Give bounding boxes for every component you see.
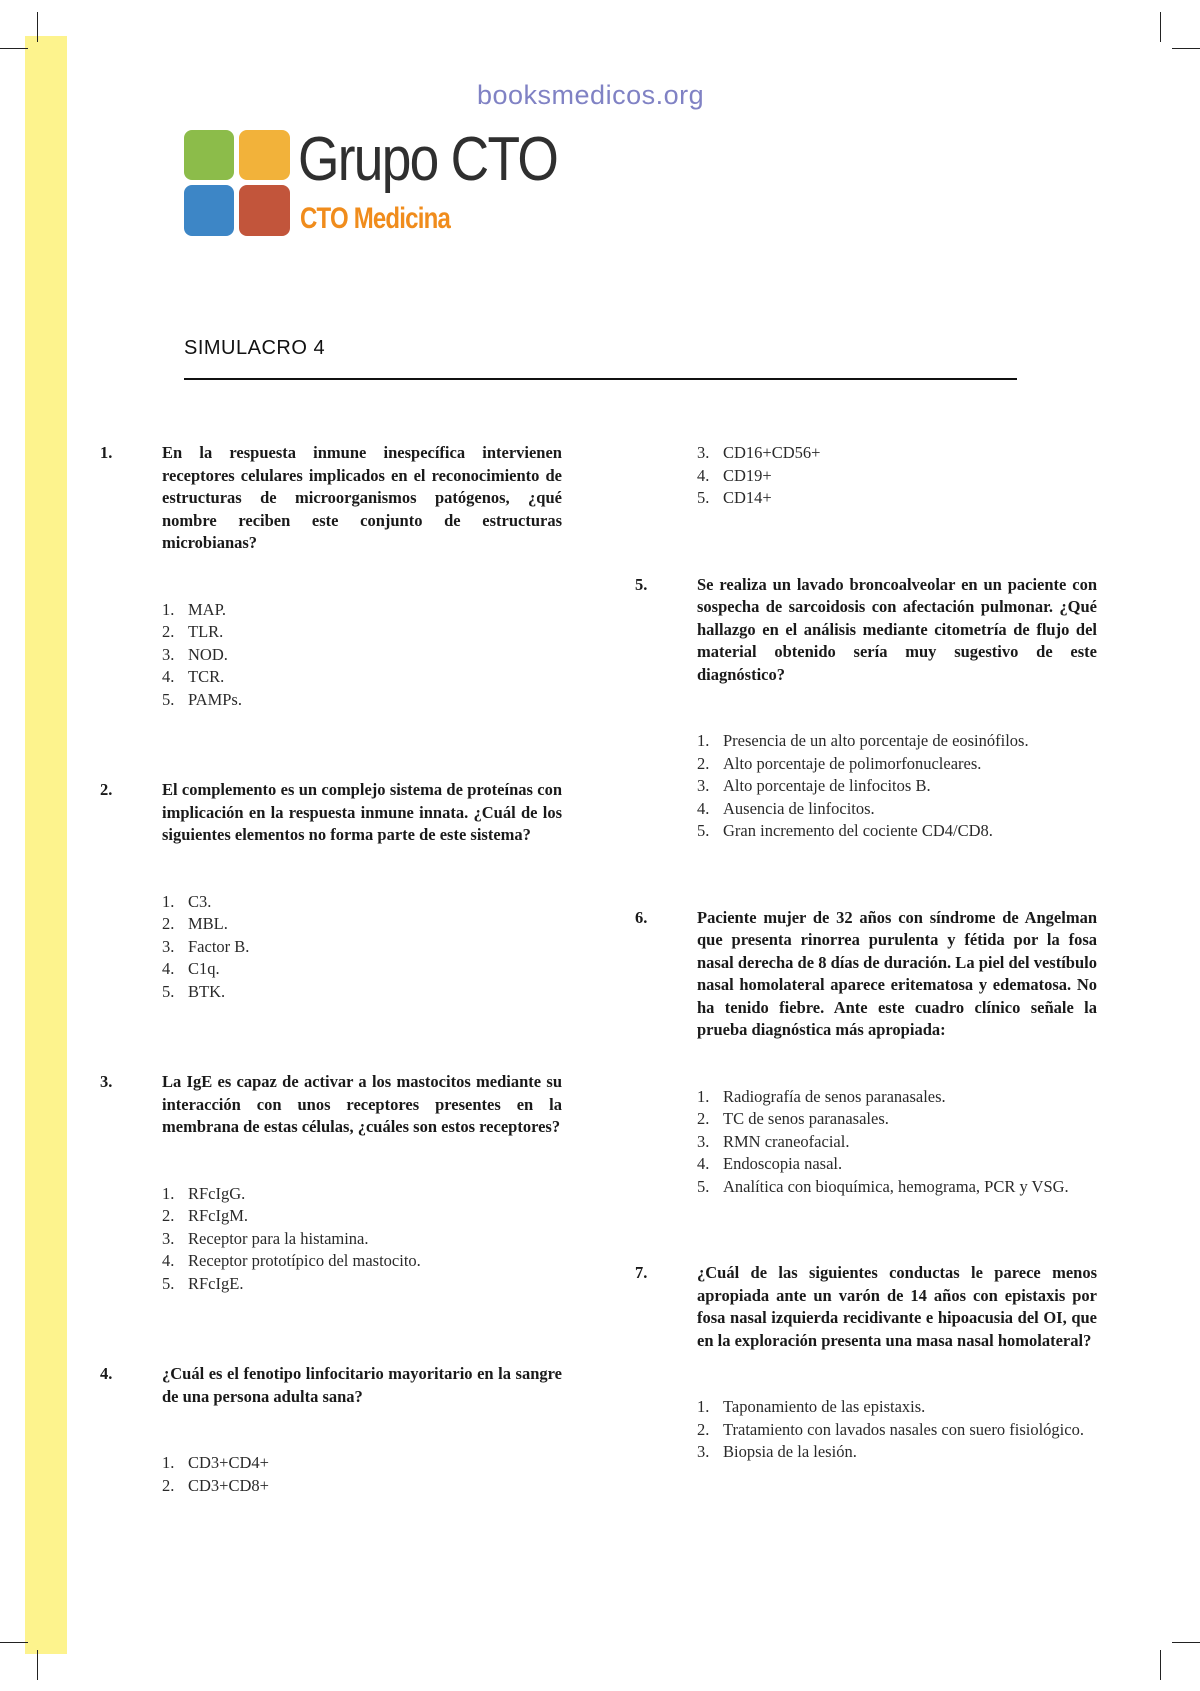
question-text: ¿Cuál es el fenotipo linfocitario mayoritario en la sangre de una persona adulta sana? — [162, 1364, 562, 1406]
crop-mark — [37, 1650, 38, 1680]
answer-options — [697, 1396, 1097, 1464]
answer-option[interactable]: 1. RFcIgG. — [162, 1183, 246, 1203]
answer-option[interactable]: 4. Ausencia de linfocitos. — [697, 798, 875, 818]
answer-option[interactable]: 3. Alto porcentaje de linfocitos B. — [697, 776, 931, 795]
answer-option[interactable]: 4. TCR. — [162, 667, 225, 686]
spacer — [100, 1295, 562, 1363]
answer-option[interactable]: 2. RFcIgM. — [162, 1206, 249, 1225]
answer-options — [162, 599, 562, 712]
answer-option[interactable]: 2. TC de senos paranasales. — [697, 1109, 889, 1128]
answer-options — [162, 891, 562, 1004]
answer-option[interactable]: 1. Taponamiento de las epistaxis. — [697, 1397, 926, 1416]
crop-mark — [1160, 1650, 1161, 1680]
answer-option[interactable]: 1. MAP. — [162, 599, 227, 619]
question-number: 7. — [635, 1263, 648, 1282]
watermark-link[interactable]: booksmedicos.org — [477, 80, 705, 110]
logo-square-blue — [184, 185, 234, 236]
answer-options — [697, 442, 1097, 510]
answer-option[interactable]: 2. CD3+CD8+ — [162, 1475, 269, 1495]
question-1 — [100, 442, 562, 711]
crop-mark — [1172, 48, 1200, 49]
answer-options — [697, 1086, 1097, 1199]
answer-option[interactable]: 5. RFcIgE. — [162, 1273, 244, 1293]
answer-option[interactable]: 3. RMN craneofacial. — [697, 1131, 850, 1151]
right-column — [635, 442, 1097, 1464]
grupo-cto-logo — [184, 125, 558, 240]
answer-option[interactable]: 5. BTK. — [162, 981, 226, 1001]
answer-option[interactable]: 3. NOD. — [162, 644, 228, 664]
question-2 — [100, 779, 562, 1003]
answer-option[interactable]: 4. CD19+ — [697, 465, 772, 485]
question-text: La IgE es capaz de activar a los mastocitos mediante su interacción con unos receptores presentes en la membrana de estas células, ¿cuáles son estos receptores? — [162, 1072, 562, 1136]
logo-subtitle: CTO Medicina — [300, 202, 450, 235]
spacer — [635, 510, 1097, 574]
answer-option[interactable]: 3. Biopsia de la lesión. — [697, 1442, 857, 1461]
answer-option[interactable]: 5. PAMPs. — [162, 689, 242, 709]
answer-option[interactable]: 1. Presencia de un alto porcentaje de eosinófilos. — [697, 731, 1029, 750]
spacer — [100, 711, 562, 779]
question-number: 1. — [100, 443, 113, 462]
logo-title: Grupo CTO — [298, 125, 558, 194]
yellow-margin-band — [25, 36, 67, 1654]
answer-option[interactable]: 2. TLR. — [162, 622, 224, 641]
question-4 — [100, 1363, 562, 1497]
crop-mark — [37, 12, 38, 42]
crop-mark — [1172, 1642, 1200, 1643]
left-column — [100, 442, 562, 1497]
question-7 — [635, 1262, 1097, 1464]
question-3 — [100, 1071, 562, 1295]
question-4-continued — [635, 442, 1097, 510]
answer-options — [162, 1183, 562, 1296]
question-number: 4. — [100, 1364, 113, 1383]
answer-option[interactable]: 1. Radiografía de senos paranasales. — [697, 1086, 946, 1106]
answer-options — [697, 730, 1097, 843]
answer-option[interactable]: 2. Tratamiento con lavados nasales con suero fisiológico. — [697, 1419, 1084, 1439]
page-title: SIMULACRO 4 — [184, 337, 326, 359]
answer-options — [162, 1452, 562, 1497]
question-number: 5. — [635, 574, 648, 594]
question-text: Se realiza un lavado broncoalveolar en un paciente con sospecha de sarcoidosis con afectación pulmonar. ¿Qué hallazgo en el análisis mediante citometría de flujo del material obtenido sería muy sugestivo de este diagnóstico? — [697, 574, 1097, 684]
question-text: El complemento es un complejo sistema de proteínas con implicación en la respuesta inmune innata. ¿Cuál de los siguientes elementos no forma parte de este sistema? — [162, 780, 562, 844]
question-text: En la respuesta inmune inespecífica intervienen receptores celulares implicados en el reconocimiento de estructuras de microorganismos patógenos, ¿qué nombre reciben este conjunto de estructuras microbianas? — [162, 443, 562, 552]
logo-square-green — [184, 130, 234, 180]
logo-square-red — [239, 185, 290, 236]
question-text: ¿Cuál de las siguientes conductas le parece menos apropiada ante un varón de 14 años con epistaxis por fosa nasal izquierda recidivante e hipoacusia del OI, que en la exploración presenta una masa nasal homolateral? — [697, 1263, 1097, 1350]
question-5 — [635, 574, 1097, 843]
answer-option[interactable]: 5. Analítica con bioquímica, hemograma, PCR y VSG. — [697, 1176, 1069, 1196]
question-6 — [635, 907, 1097, 1199]
question-number: 3. — [100, 1072, 113, 1091]
question-number: 2. — [100, 780, 113, 799]
answer-option[interactable]: 3. CD16+CD56+ — [697, 443, 821, 462]
crop-mark — [1160, 12, 1161, 42]
crop-mark — [0, 1642, 28, 1643]
logo-square-orange — [239, 130, 290, 180]
logo-squares-icon — [184, 130, 290, 236]
answer-option[interactable]: 2. Alto porcentaje de polimorfonucleares. — [697, 753, 982, 773]
answer-option[interactable]: 4. Endoscopia nasal. — [697, 1154, 843, 1173]
spacer — [100, 1003, 562, 1071]
spacer — [635, 843, 1097, 907]
answer-option[interactable]: 3. Receptor para la histamina. — [162, 1228, 369, 1248]
answer-option[interactable]: 1. CD3+CD4+ — [162, 1453, 269, 1472]
answer-option[interactable]: 3. Factor B. — [162, 936, 250, 956]
crop-mark — [0, 48, 28, 49]
answer-option[interactable]: 2. MBL. — [162, 914, 228, 933]
answer-option[interactable]: 1. C3. — [162, 891, 212, 911]
answer-option[interactable]: 4. C1q. — [162, 959, 220, 978]
question-number: 6. — [635, 907, 648, 927]
spacer — [635, 1198, 1097, 1262]
answer-option[interactable]: 5. Gran incremento del cociente CD4/CD8. — [697, 821, 993, 840]
answer-option[interactable]: 4. Receptor prototípico del mastocito. — [162, 1251, 421, 1270]
question-text: Paciente mujer de 32 años con síndrome de Angelman que presenta rinorrea purulenta y fétida por la fosa nasal derecha de 8 días de duración. La piel del vestíbulo nasal homolateral aparece eritematosa y edematosa. No ha tenido fiebre. Ante este cuadro clínico señale la prueba diagnóstica más apropiada: — [697, 907, 1097, 1039]
title-divider — [184, 378, 1017, 380]
answer-option[interactable]: 5. CD14+ — [697, 488, 772, 507]
